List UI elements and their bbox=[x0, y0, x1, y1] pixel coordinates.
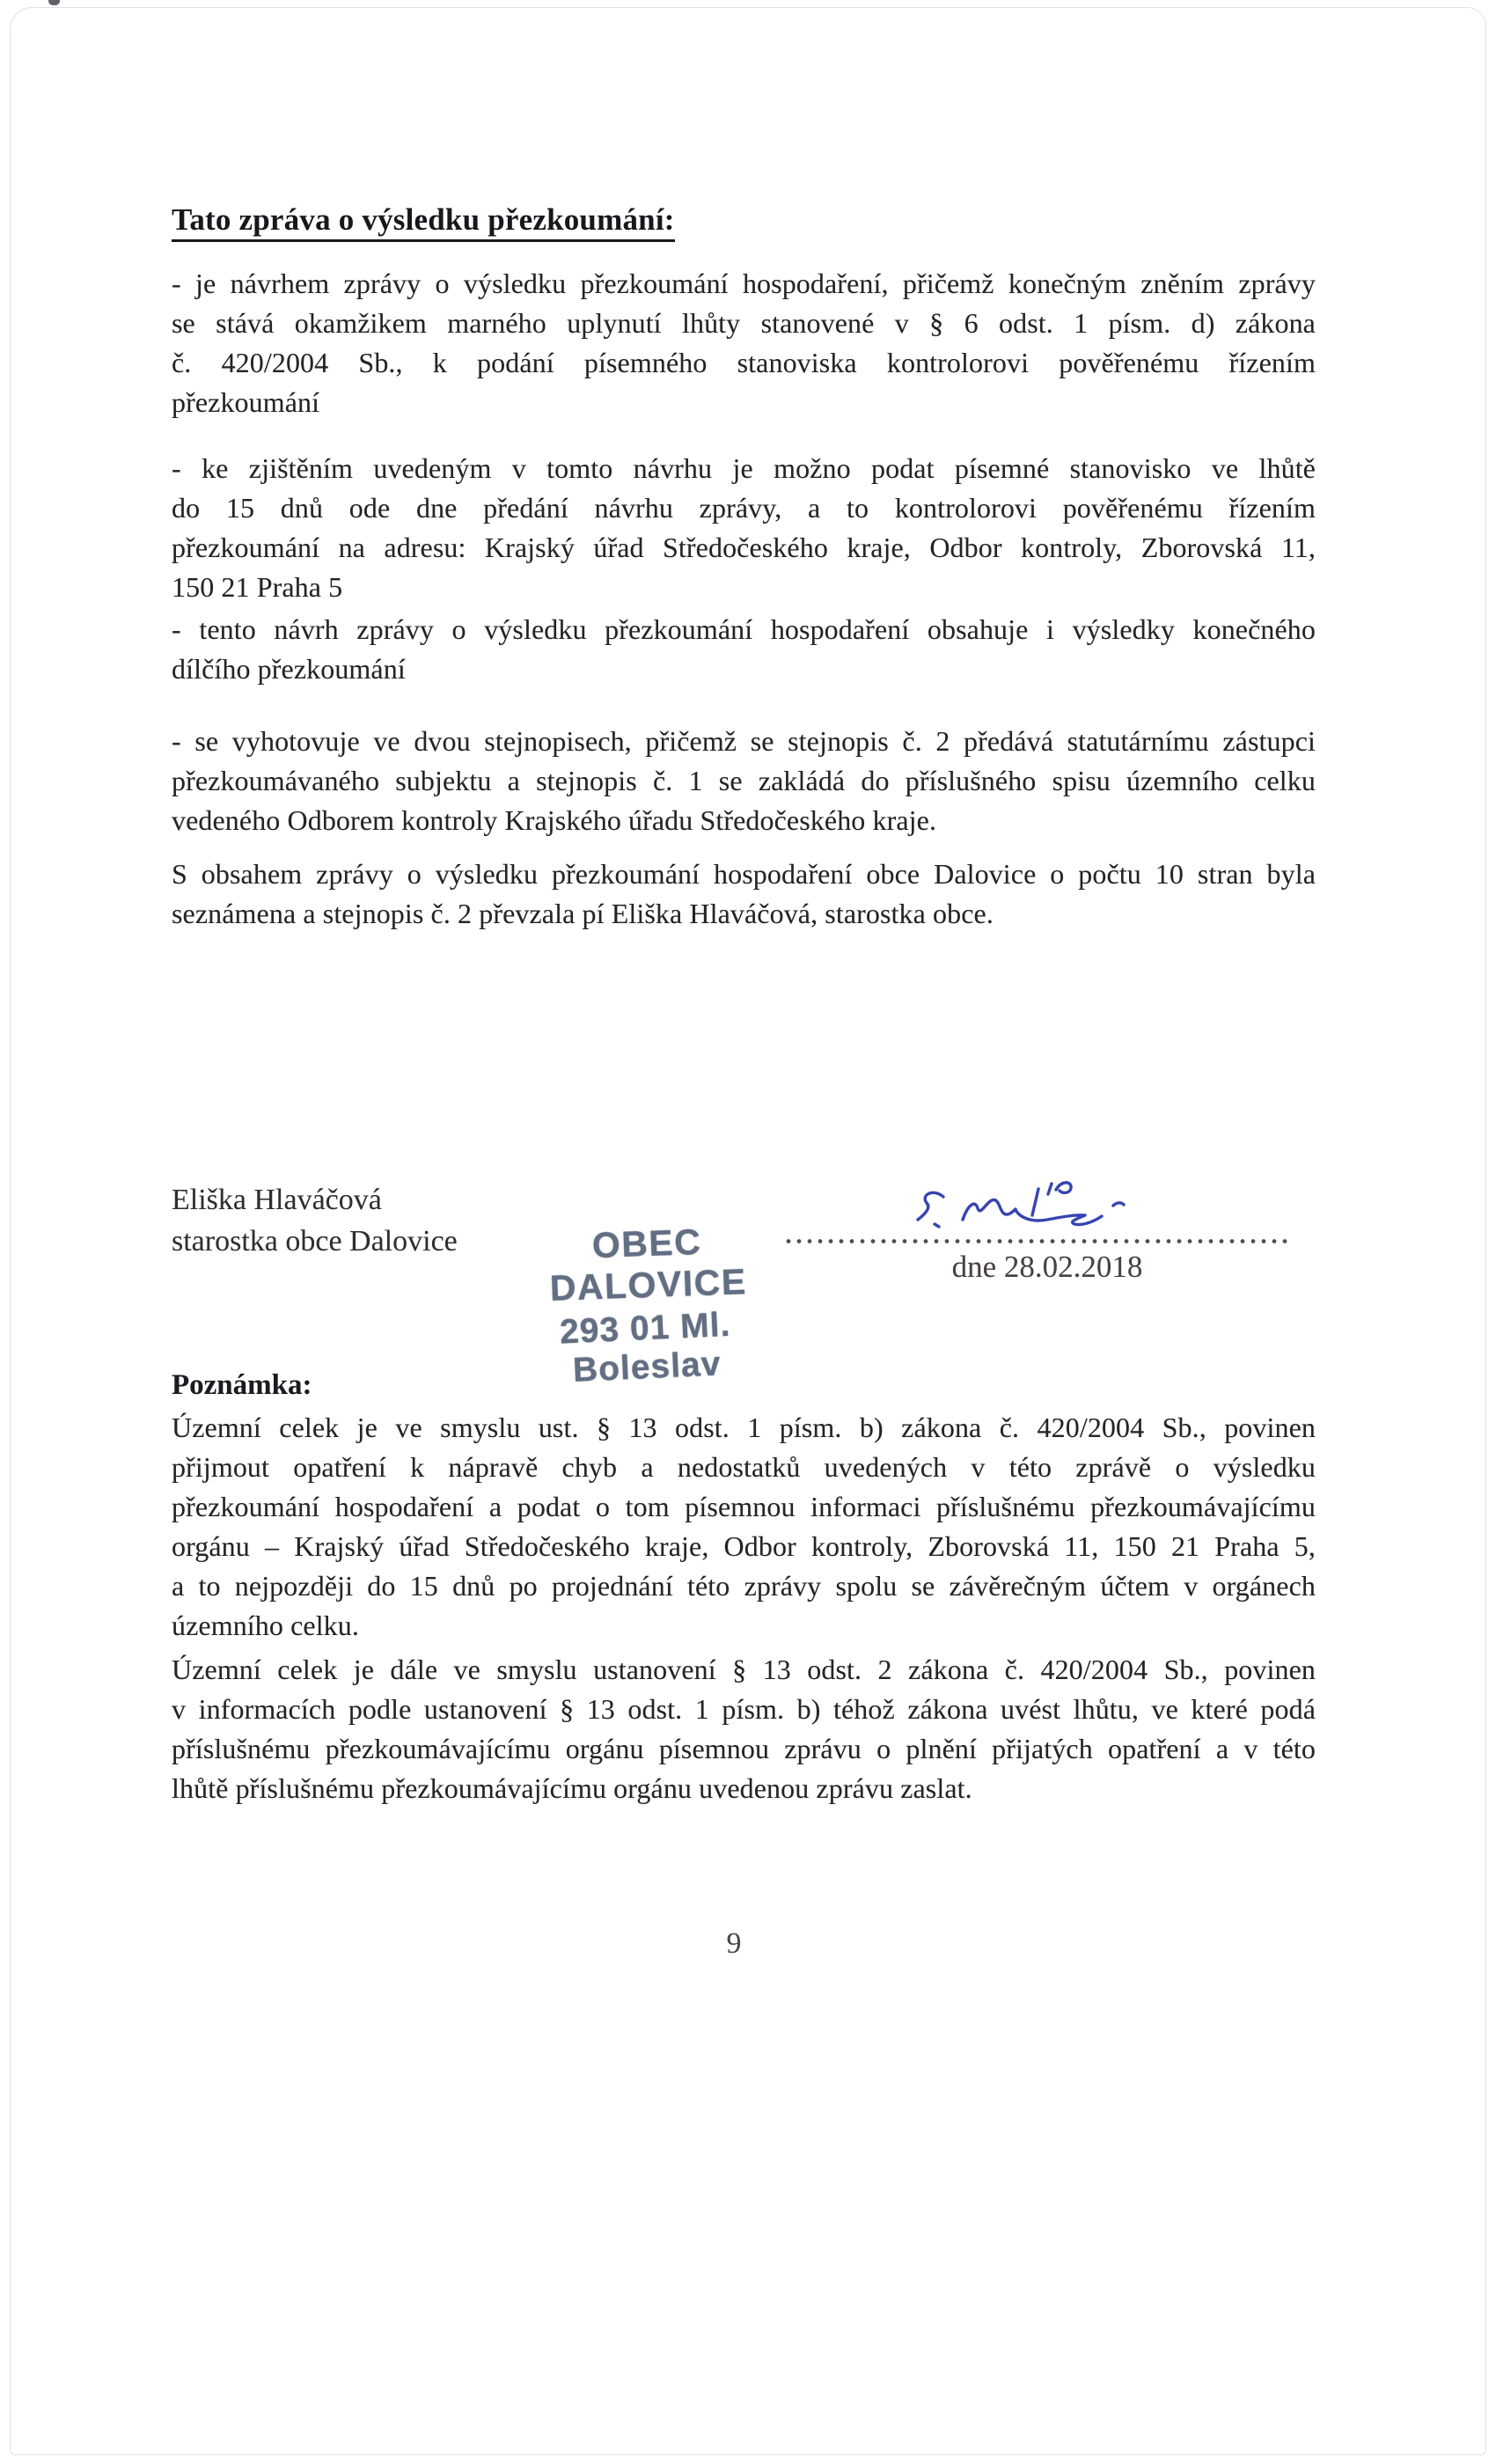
note-heading: Poznámka: bbox=[172, 1369, 312, 1401]
text-line: přezkoumání hospodaření a podat o tom písemnou informaci příslušnému přezkoumávajícímu bbox=[172, 1491, 1316, 1522]
text-line: přezkoumání na adresu: Krajský úřad Středočeského kraje, Odbor kontroly, Zborovská 11, bbox=[172, 532, 1316, 563]
paragraph-objections-deadline bbox=[172, 449, 1316, 607]
signature-top-mark bbox=[1048, 1183, 1071, 1194]
text-line: vedeného Odborem kontroly Krajského úřadu Středočeského kraje. bbox=[172, 804, 937, 836]
text-line: Územní celek je ve smyslu ust. § 13 odst. 1 písm. b) zákona č. 420/2004 Sb., povinen bbox=[172, 1412, 1316, 1443]
text-line: a to nejpozději do 15 dnů po projednání této zprávy spolu se závěrečným účtem v orgánech bbox=[172, 1570, 1316, 1602]
document-title-text: Tato zpráva o výsledku přezkoumání: bbox=[172, 202, 675, 242]
text-line: - je návrhem zprávy o výsledku přezkoumání hospodaření, přičemž konečným zněním zprávy bbox=[172, 268, 1316, 299]
municipal-stamp bbox=[499, 1218, 799, 1392]
handwritten-signature bbox=[905, 1174, 1133, 1239]
text-line: přezkoumávaného subjektu a stejnopis č. 1 se zakládá do příslušného spisu územního celku bbox=[172, 765, 1316, 796]
signature-end-dash bbox=[1113, 1203, 1124, 1206]
text-line: - tento návrh zprávy o výsledku přezkoumání hospodaření obsahuje i výsledky konečného bbox=[172, 613, 1316, 645]
text-line: lhůtě příslušnému přezkoumávajícímu orgánu uvedenou zprávu zaslat. bbox=[172, 1772, 972, 1804]
signature-initial-stroke bbox=[918, 1192, 943, 1220]
signatory-name: Eliška Hlaváčová bbox=[172, 1184, 382, 1216]
text-line: 150 21 Praha 5 bbox=[172, 571, 343, 603]
text-line: - se vyhotovuje ve dvou stejnopisech, přičemž se stejnopis č. 2 předává statutárnímu zástupci bbox=[172, 725, 1316, 757]
text-line: č. 420/2004 Sb., k podání písemného stanoviska kontrolorovi pověřenému řízením bbox=[172, 347, 1316, 378]
text-line: územního celku. bbox=[172, 1610, 359, 1641]
paragraph-acknowledgement bbox=[172, 854, 1316, 934]
signatory-block bbox=[172, 1179, 458, 1262]
page-number: 9 bbox=[726, 1927, 742, 1960]
text-line: Územní celek je dále ve smyslu ustanovení § 13 odst. 2 zákona č. 420/2004 Sb., povinen bbox=[172, 1654, 1316, 1685]
signature-surname-stroke bbox=[963, 1199, 1016, 1220]
signature-dotted-line bbox=[786, 1238, 1289, 1244]
signatory-role: starostka obce Dalovice bbox=[172, 1225, 458, 1258]
paragraph-includes-partial-results bbox=[172, 610, 1316, 689]
text-line: - ke zjištěním uvedeným v tomto návrhu je možno podat písemné stanovisko ve lhůtě bbox=[172, 452, 1316, 484]
paragraph-draft-status bbox=[172, 264, 1316, 422]
text-line: S obsahem zprávy o výsledku přezkoumání hospodaření obce Dalovice o počtu 10 stran byla bbox=[172, 858, 1316, 890]
signature-period-stroke bbox=[935, 1224, 939, 1227]
text-line: orgánu – Krajský úřad Středočeského kraje, Odbor kontroly, Zborovská 11, 150 21 Praha 5, bbox=[172, 1530, 1316, 1562]
stamp-municipality-name: OBEC DALOVICE bbox=[549, 1221, 748, 1309]
text-line: se stává okamžikem marného uplynutí lhůty stanovené v § 6 odst. 1 písm. d) zákona bbox=[172, 307, 1316, 339]
signature-tail-stroke bbox=[1016, 1210, 1102, 1225]
text-line: seznámena a stejnopis č. 2 převzala pí Eliška Hlaváčová, starostka obce. bbox=[172, 898, 994, 929]
text-line: přezkoumání bbox=[172, 386, 320, 418]
document-title bbox=[172, 202, 675, 238]
stamp-municipality-address: 293 01 Ml. Boleslav bbox=[559, 1305, 732, 1390]
paragraph-copies bbox=[172, 722, 1316, 840]
text-line: příslušnému přezkoumávajícímu orgánu písemnou zprávu o plnění přijatých opatření a v této bbox=[172, 1733, 1316, 1764]
text-line: přijmout opatření k nápravě chyb a nedostatků uvedených v této zprávě o výsledku bbox=[172, 1451, 1316, 1483]
text-line: v informacích podle ustanovení § 13 odst. 1 písm. b) téhož zákona uvést lhůtu, ve které podá bbox=[172, 1693, 1316, 1725]
note-paragraph-remedy-obligation bbox=[172, 1408, 1316, 1646]
note-paragraph-deadline-obligation bbox=[172, 1650, 1316, 1808]
signature-accent-slash bbox=[1032, 1189, 1038, 1215]
scan-artifact bbox=[48, 0, 60, 5]
text-line: do 15 dnů ode dne předání návrhu zprávy, a to kontrolorovi pověřenému řízením bbox=[172, 492, 1316, 524]
text-line: dílčího přezkoumání bbox=[172, 653, 406, 685]
signature-date: dne 28.02.2018 bbox=[951, 1250, 1143, 1284]
